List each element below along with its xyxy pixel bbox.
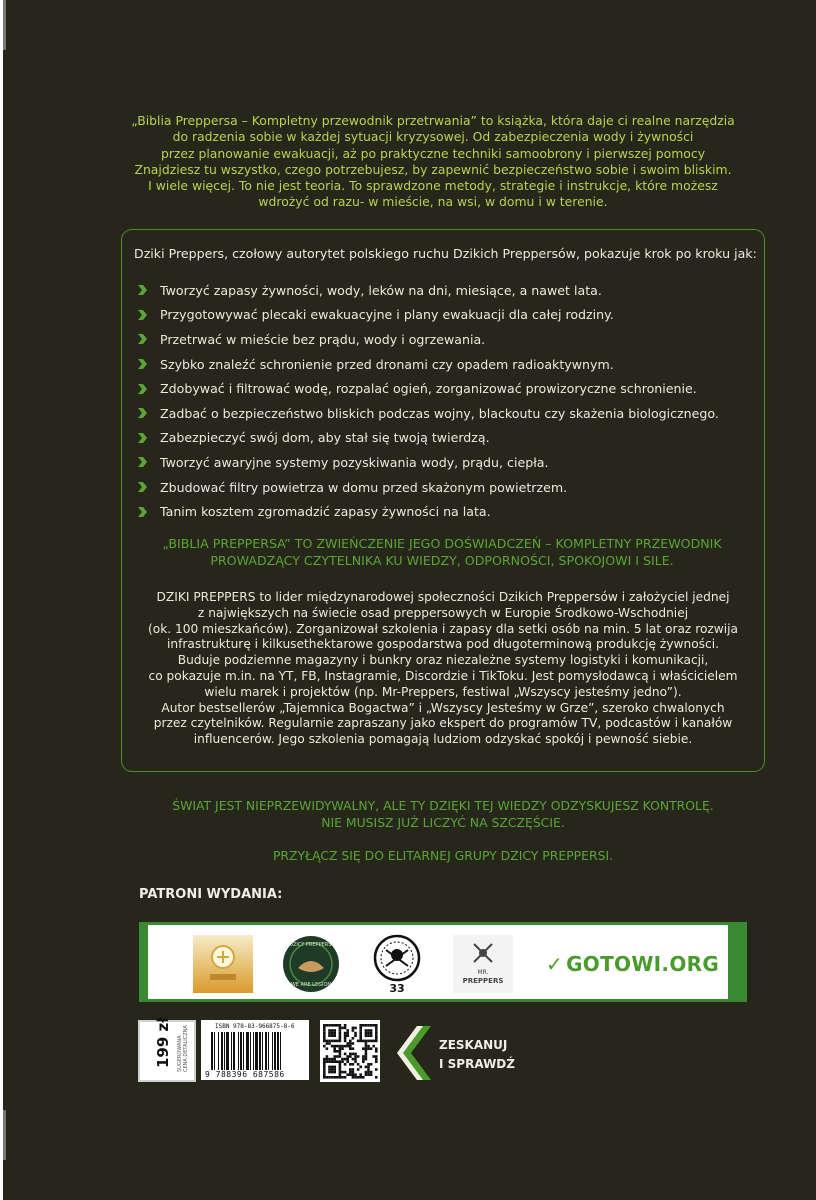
- list-item-text: Tworzyć awaryjne systemy pozyskiwania wody, prądu, ciepła.: [160, 454, 549, 470]
- chevron-left-icon: [395, 1024, 433, 1082]
- skills-list: [136, 278, 719, 524]
- intro-line: „Biblia Preppersa – Kompletny przewodnik przetrwania” to książka, która daje ci realne narzędzia: [131, 113, 735, 128]
- emblem-number-text: 33: [389, 982, 405, 994]
- list-item-text: Tanim kosztem zgromadzić zapasy żywności na lata.: [160, 504, 491, 520]
- list-item-text: Zabezpieczyć swój dom, aby stał się twoją twierdzą.: [160, 430, 490, 446]
- price-note: [177, 1025, 189, 1072]
- patrons-label: PATRONI WYDANIA:: [139, 887, 283, 902]
- bio-line: infrastrukturę i kilkusethektarowe gospodarstwa pod długoterminową produkcję żywności.: [167, 637, 719, 652]
- scan-line: ZESKANUJ: [439, 1038, 508, 1052]
- intro-line: do radzenia sobie w każdej sytuacji kryzysowej. Od zabezpieczenia wody i żywności: [172, 129, 694, 145]
- chevron-right-icon: [136, 309, 148, 321]
- crop-mark: [3, 0, 6, 50]
- intro-line: I wiele więcej. To nie jest teoria. To sprawdzone metody, strategie i instrukcje, które możesz: [148, 178, 718, 194]
- intro-line: przez planowanie ewakuacji, aż po praktyczne techniki samoobrony i pierwszej pomocy: [160, 145, 706, 161]
- mr-preppers-logo: [452, 934, 514, 994]
- scan-line: I SPRAWDŹ: [439, 1057, 515, 1071]
- chevron-right-icon: [136, 358, 148, 370]
- slogan: [103, 798, 783, 831]
- list-item: [136, 450, 719, 475]
- sponsor-logos: [148, 925, 728, 999]
- barcode-icon: [211, 1032, 303, 1070]
- dzikie-pszczoly-logo: [192, 934, 254, 994]
- list-item: [136, 376, 719, 401]
- bio-line: Buduje podziemne magazyny i bunkry oraz niezależne systemy logistyki i komunikacji,: [177, 653, 709, 668]
- bio-line: DZIKI PREPPERS to lider międzynarodowej społeczności Dzikich Preppersów i założyciel jednej: [156, 590, 730, 604]
- back-cover: [3, 0, 816, 1200]
- author-bio: [128, 590, 758, 748]
- slogan-line: NIE MUSISZ JUŻ LICZYĆ NA SZCZĘŚCIE.: [321, 814, 565, 830]
- list-item-text: Zbudować filtry powietrza w domu przed skażonym powietrzem.: [160, 479, 568, 495]
- intro-line: Znajdziesz tu wszystko, czego potrzebujesz, by zapewnić bezpieczeństwo sobie i swoim bliskim.: [134, 161, 732, 177]
- chevron-right-icon: [136, 506, 148, 518]
- list-item: [136, 352, 719, 377]
- bio-line: wielu marek i projektów (np. Mr-Preppers, festiwal „Wszyscy jesteśmy jedno”).: [204, 684, 682, 699]
- chevron-right-icon: [136, 456, 148, 468]
- intro-line: wdrożyć od razu- w mieście, na wsi, w domu i w terenie.: [258, 194, 608, 210]
- list-item-text: Szybko znaleźć schronienie przed dronami czy opadem radioaktywnym.: [160, 356, 614, 372]
- bio-line: (ok. 100 mieszkańców). Zorganizował szkolenia i zapasy dla setki osób na min. 5 lat oraz rozwija: [147, 621, 739, 636]
- checkmark-icon: ✓: [546, 952, 564, 976]
- qr-code: [320, 1020, 380, 1082]
- emblem-33-logo: [366, 934, 428, 994]
- chevron-right-icon: [136, 383, 148, 395]
- list-item-text: Zadbać o bezpieczeństwo bliskich podczas wojny, blackoutu czy skażenia biologicznego.: [160, 405, 719, 421]
- list-item: [136, 475, 719, 500]
- list-item: [136, 499, 719, 524]
- price: 199 zł: [154, 1017, 172, 1068]
- isbn-barcode: [201, 1020, 309, 1080]
- bio-line: co pokazuje m.in. na YT, FB, Instagramie, Discordzie i TikToku. Jest pomysłodawcą i właścicielem: [148, 668, 738, 683]
- headline-line: „BIBLIA PREPPERSA” TO ZWIEŃCZENIE JEGO DOŚWIADCZEŃ – KOMPLETNY PRZEWODNIK: [162, 536, 722, 551]
- chevron-right-icon: [136, 481, 148, 493]
- dzicy-preppersi-we-are-legion-logo: [280, 934, 342, 994]
- bio-line: z największych na świecie osad preppersowych w Europie Środkowo-Wschodniej: [197, 605, 689, 620]
- chevron-right-icon: [136, 407, 148, 419]
- scan-callout: [439, 1036, 515, 1074]
- price-note-line: SUGEROWANA: [177, 1035, 183, 1072]
- intro-text: [113, 113, 753, 211]
- isbn-text: ISBN 978-83-966875-8-6: [215, 1023, 295, 1030]
- legion-bottom-text: WE ARE LEGION: [290, 982, 332, 988]
- crop-mark: [3, 1110, 6, 1160]
- list-item-text: Przetrwać w mieście bez prądu, wody i ogrzewania.: [160, 331, 486, 347]
- legion-top-text: DZICY PREPPERSI: [289, 942, 333, 948]
- price-note-line: CENA DETALICZNA: [183, 1025, 189, 1072]
- bio-line: Autor bestsellerów „Tajemnica Bogactwa” i „Wszyscy Jesteśmy w Grze”, szeroko chwalonych: [161, 700, 725, 715]
- box-headline: [122, 536, 762, 569]
- chevron-right-icon: [136, 432, 148, 444]
- content-box: [121, 229, 765, 772]
- preppers-name-text: PREPPERS: [462, 977, 504, 985]
- preppers-small-text: MR.: [477, 969, 489, 976]
- chevron-right-icon: [136, 333, 148, 345]
- list-item: [136, 426, 719, 451]
- qr-code-icon: [320, 1020, 380, 1082]
- list-item: [136, 327, 719, 352]
- slogan-line: ŚWIAT JEST NIEPRZEWIDYWALNY, ALE TY DZIĘKI TEJ WIEDZY ODZYSKUJESZ KONTROLĘ.: [172, 798, 714, 813]
- join-call: PRZYŁĄCZ SIĘ DO ELITARNEJ GRUPY DZICY PREPPERSI.: [272, 848, 614, 863]
- ean-digits: 9 788396 687586: [205, 1070, 285, 1079]
- headline-line: PROWADZĄCY CZYTELNIKA KU WIEDZY, ODPORNOŚCI, SPOKOJOWI I SILE.: [210, 552, 674, 568]
- gotowi-logo: [546, 952, 719, 976]
- list-item: [136, 401, 719, 426]
- box-lead: Dziki Preppers, czołowy autorytet polskiego ruchu Dzikich Preppersów, pokazuje krok po kroku jak:: [134, 246, 757, 261]
- bio-line: przez czytelników. Regularnie zapraszany jako ekspert do programów TV, podcastów i kanałów: [153, 716, 733, 731]
- price-card: [138, 1017, 196, 1082]
- bio-line: influencerów. Jego szkolenia pomagają ludziom odzyskać spokój i pewność siebie.: [193, 732, 693, 747]
- gotowi-text: GOTOWI.ORG: [566, 952, 720, 976]
- list-item-text: Tworzyć zapasy żywności, wody, leków na dni, miesiące, a nawet lata.: [160, 282, 602, 298]
- list-item: [136, 303, 719, 328]
- list-item-text: Zdobywać i filtrować wodę, rozpalać ogień, zorganizować prowizoryczne schronienie.: [160, 381, 697, 397]
- chevron-right-icon: [136, 284, 148, 296]
- list-item: [136, 278, 719, 303]
- sponsor-band: [139, 922, 747, 1002]
- list-item-text: Przygotowywać plecaki ewakuacyjne i plany ewakuacji dla całej rodziny.: [160, 307, 614, 323]
